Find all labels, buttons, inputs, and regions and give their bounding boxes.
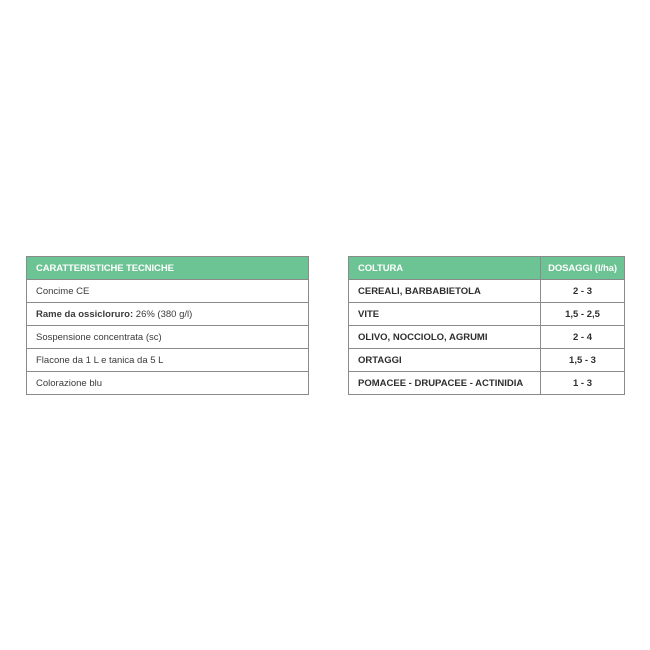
table-cell: [27, 303, 309, 326]
crop-cell: CEREALI, BARBABIETOLA: [349, 280, 541, 303]
crop-cell: VITE: [349, 303, 541, 326]
table-row: [27, 372, 309, 395]
dose-cell: 1 - 3: [541, 372, 625, 395]
copper-value: 26% (380 g/l): [133, 308, 193, 320]
technical-characteristics-header: CARATTERISTICHE TECNICHE: [27, 257, 309, 280]
dosage-column-header: DOSAGGI (l/ha): [541, 257, 625, 280]
technical-characteristics-table: [26, 256, 309, 395]
crop-cell: OLIVO, NOCCIOLO, AGRUMI: [349, 326, 541, 349]
table-row: [349, 303, 625, 326]
table-row: [27, 280, 309, 303]
table-cell: Concime CE: [27, 280, 309, 303]
table-header-row: [349, 257, 625, 280]
dose-cell: 1,5 - 3: [541, 349, 625, 372]
dose-cell: 2 - 3: [541, 280, 625, 303]
table-row: [349, 280, 625, 303]
dose-cell: 1,5 - 2,5: [541, 303, 625, 326]
table-cell: Colorazione blu: [27, 372, 309, 395]
crop-column-header: COLTURA: [349, 257, 541, 280]
dosage-table: [348, 256, 625, 395]
table-row: [349, 326, 625, 349]
table-cell: Flacone da 1 L e tanica da 5 L: [27, 349, 309, 372]
crop-cell: POMACEE - DRUPACEE - ACTINIDIA: [349, 372, 541, 395]
copper-label: Rame da ossicloruro:: [36, 308, 134, 320]
table-row: [27, 349, 309, 372]
table-row: [27, 303, 309, 326]
crop-cell: ORTAGGI: [349, 349, 541, 372]
table-row: [349, 372, 625, 395]
table-cell: Sospensione concentrata (sc): [27, 326, 309, 349]
dose-cell: 2 - 4: [541, 326, 625, 349]
table-row: [349, 349, 625, 372]
table-row: [27, 326, 309, 349]
table-header-row: [27, 257, 309, 280]
